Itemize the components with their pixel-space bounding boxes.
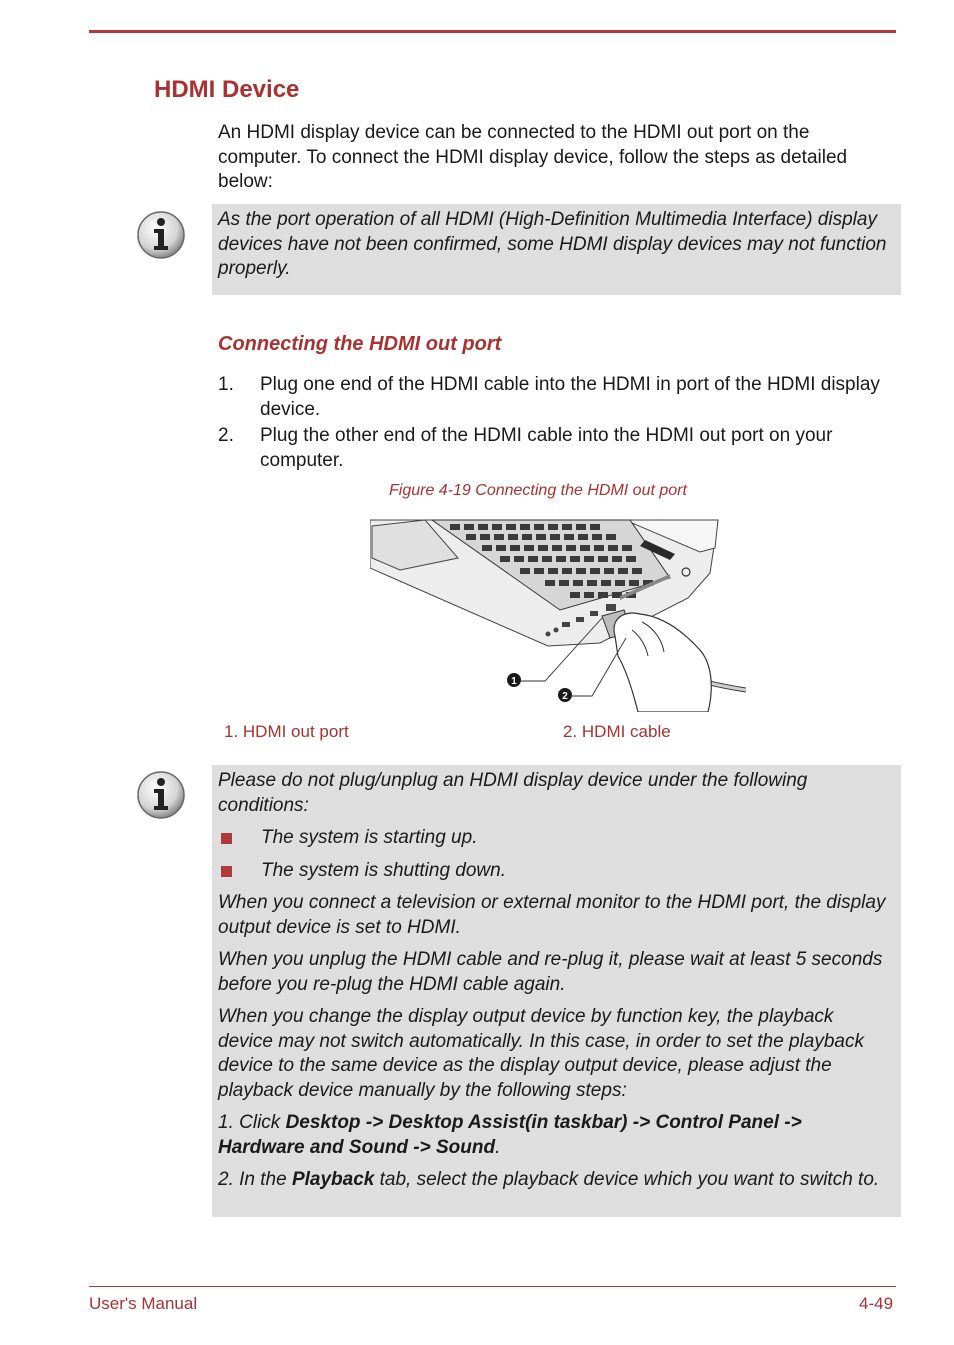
- bullet-item: The system is shutting down.: [218, 859, 893, 884]
- list-item: [218, 424, 898, 473]
- menu-path: Desktop -> Desktop Assist(in taskbar) -> Control Panel -> Hardware and Sound -> Sound: [218, 1112, 802, 1158]
- note-step-1: [218, 1111, 893, 1160]
- step-suffix: tab, select the playback device which you want to switch to.: [374, 1169, 880, 1190]
- step-text: Plug the other end of the HDMI cable into the HDMI out port on your computer.: [260, 425, 833, 471]
- section-title: HDMI Device: [154, 76, 300, 103]
- bullet-item: The system is starting up.: [218, 826, 893, 851]
- note-step-2: [218, 1168, 893, 1193]
- step-text: Plug one end of the HDMI cable into the HDMI in port of the HDMI display device.: [260, 374, 880, 420]
- note-box-plug-unplug: [212, 765, 901, 1217]
- subsection-title: Connecting the HDMI out port: [218, 333, 502, 355]
- callout-2: [558, 688, 572, 702]
- page-number: 4-49: [859, 1294, 894, 1313]
- steps-list: [218, 373, 898, 475]
- footer-manual-title: User's Manual: [89, 1294, 198, 1313]
- info-icon: [136, 210, 186, 260]
- note-paragraph: When you connect a television or external monitor to the HDMI port, the display output device is set to HDMI.: [218, 892, 886, 938]
- step-number: 1.: [218, 374, 234, 395]
- step-prefix: 2. In the: [218, 1169, 292, 1190]
- tab-name: Playback: [291, 1169, 375, 1190]
- note-intro: Please do not plug/unplug an HDMI display device under the following conditions:: [218, 770, 808, 816]
- callout-label: 2: [562, 691, 568, 702]
- intro-paragraph: An HDMI display device can be connected to the HDMI out port on the computer. To connect the HDMI display device, follow the steps as detailed below:: [218, 122, 848, 192]
- note-paragraph: When you change the display output device by function key, the playback device may not switch automatically. In this case, in order to set the playback device to the same device as the display output device, please adjust the playback device manually by the following steps:: [218, 1006, 864, 1101]
- callout-1: [507, 673, 521, 687]
- legend-hdmi-cable: 2. HDMI cable: [563, 722, 671, 741]
- callout-label: 1: [511, 676, 517, 687]
- list-item: [218, 373, 898, 422]
- footer-rule: [89, 1286, 896, 1287]
- laptop-hdmi-illustration: [370, 518, 746, 712]
- note-box-port-operation: [212, 204, 901, 295]
- top-rule: [89, 30, 896, 33]
- info-icon: [136, 770, 186, 820]
- step-suffix: .: [495, 1136, 501, 1158]
- figure-caption: Figure 4-19 Connecting the HDMI out port: [389, 482, 687, 499]
- step-number: 2.: [218, 425, 234, 446]
- legend-hdmi-out-port: 1. HDMI out port: [224, 722, 349, 741]
- note-text: As the port operation of all HDMI (High-Definition Multimedia Interface) display devices have not been confirmed, some HDMI display devices may not function properly.: [218, 209, 887, 279]
- step-prefix: 1. Click: [218, 1112, 286, 1133]
- note-paragraph: When you unplug the HDMI cable and re-plug it, please wait at least 5 seconds before you re-plug the HDMI cable again.: [218, 949, 883, 995]
